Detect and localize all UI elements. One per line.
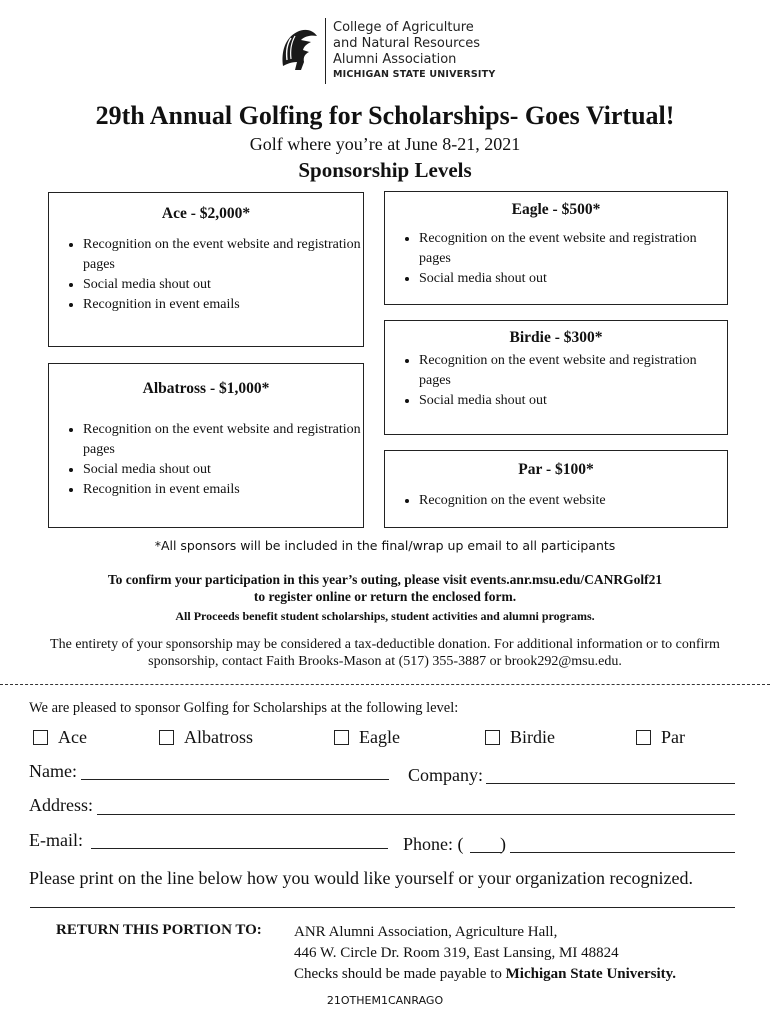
return-line: ANR Alumni Association, Agriculture Hall, [294,924,558,940]
benefit-item: • Social media shout out [83,275,363,295]
level-option-birdie[interactable] [485,727,555,748]
checkbox[interactable] [33,730,48,745]
checkbox[interactable] [636,730,651,745]
address-label: Address: [29,795,93,815]
level-title: Ace - $2,000* [161,205,251,222]
benefit-item: • Recognition in event emails [83,480,363,500]
email-label: E-mail: [29,830,83,850]
tax-line: The entirety of your sponsorship may be considered a tax-deductible donation. For additional information or to confirm [50,637,720,652]
payable-name: Michigan State University. [505,966,677,982]
payable-text: Checks should be made payable to [294,966,506,982]
phone-close-paren: ) [500,834,506,854]
checkbox[interactable] [159,730,174,745]
level-box-eagle [384,191,728,305]
option-label: Birdie [510,727,555,747]
level-option-par[interactable] [636,727,685,748]
option-label: Albatross [184,727,253,747]
benefit-list [385,229,727,289]
logo-line: Alumni Association [333,52,457,67]
recognition-name-field[interactable] [30,907,735,908]
sponsorship-levels-heading: Sponsorship Levels [298,158,472,182]
tax-note [10,636,760,670]
cut-line [0,684,770,685]
option-label: Eagle [359,727,400,747]
level-title: Eagle - $500* [511,201,601,218]
benefit-list [385,491,727,511]
level-box-albatross [48,363,364,528]
checkbox[interactable] [485,730,500,745]
phone-number-field[interactable] [510,852,735,853]
level-option-ace[interactable] [33,727,87,748]
logo-text [333,20,495,82]
benefit-item: • Recognition on the event website [419,491,727,511]
sponsor-note: *All sponsors will be included in the final/wrap up email to all participants [154,538,616,553]
level-title: Albatross - $1,000* [142,380,270,397]
return-line: 446 W. Circle Dr. Room 319, East Lansing, MI 48824 [294,945,619,961]
level-option-albatross[interactable] [159,727,253,748]
benefit-item: • Recognition on the event website and registration pages [83,235,363,275]
logo-divider [325,18,326,84]
benefit-list [49,420,363,500]
company-label: Company: [408,765,483,785]
page-subtitle: Golf where you’re at June 8-21, 2021 [249,134,521,154]
benefit-item: • Social media shout out [419,269,727,289]
benefit-item: • Recognition on the event website and registration pages [83,420,363,460]
benefit-item: • Recognition in event emails [83,295,363,315]
confirm-line: to register online or return the enclosed form. [253,589,517,604]
confirm-line: To confirm your participation in this year’s outing, please visit events.anr.msu.edu/CANRGolf21 [107,572,663,587]
level-title: Par - $100* [518,461,594,478]
benefit-list [49,235,363,315]
proceeds-note: All Proceeds benefit student scholarships, student activities and alumni programs. [175,609,595,623]
confirm-instructions [0,571,770,605]
name-field[interactable] [81,779,389,780]
return-address [294,922,676,985]
form-code: 21OTHEM1CANRAGO [326,994,444,1007]
phone-area-code-field[interactable] [470,852,502,853]
benefit-item: • Social media shout out [83,460,363,480]
print-prompt: Please print on the line below how you would like yourself or your organization recognized. [29,868,694,888]
level-box-birdie [384,320,728,435]
option-label: Ace [58,727,87,747]
level-box-ace [48,192,364,347]
name-label: Name: [29,761,77,781]
logo-line: and Natural Resources [333,36,481,51]
level-option-eagle[interactable] [334,727,400,748]
logo-line-university: MICHIGAN STATE UNIVERSITY [333,69,496,80]
benefit-item: • Social media shout out [419,391,727,411]
return-line [294,964,676,985]
phone-label: Phone: ( [403,834,464,854]
level-box-par [384,450,728,528]
page-title: 29th Annual Golfing for Scholarships- Goes Virtual! [95,101,675,130]
form-intro: We are pleased to sponsor Golfing for Scholarships at the following level: [29,700,459,716]
logo-line: College of Agriculture [333,20,474,35]
option-label: Par [661,727,685,747]
return-label: RETURN THIS PORTION TO: [56,922,262,938]
checkbox[interactable] [334,730,349,745]
level-title: Birdie - $300* [509,329,603,346]
benefit-item: • Recognition on the event website and registration pages [419,229,727,269]
email-field[interactable] [91,848,388,849]
benefit-list [385,351,727,411]
spartan-helmet-icon [277,26,319,72]
tax-line: sponsorship, contact Faith Brooks-Mason at (517) 355-3887 or brook292@msu.edu. [148,654,622,669]
benefit-item: • Recognition on the event website and registration pages [419,351,727,391]
company-field[interactable] [486,783,735,784]
address-field[interactable] [97,814,735,815]
